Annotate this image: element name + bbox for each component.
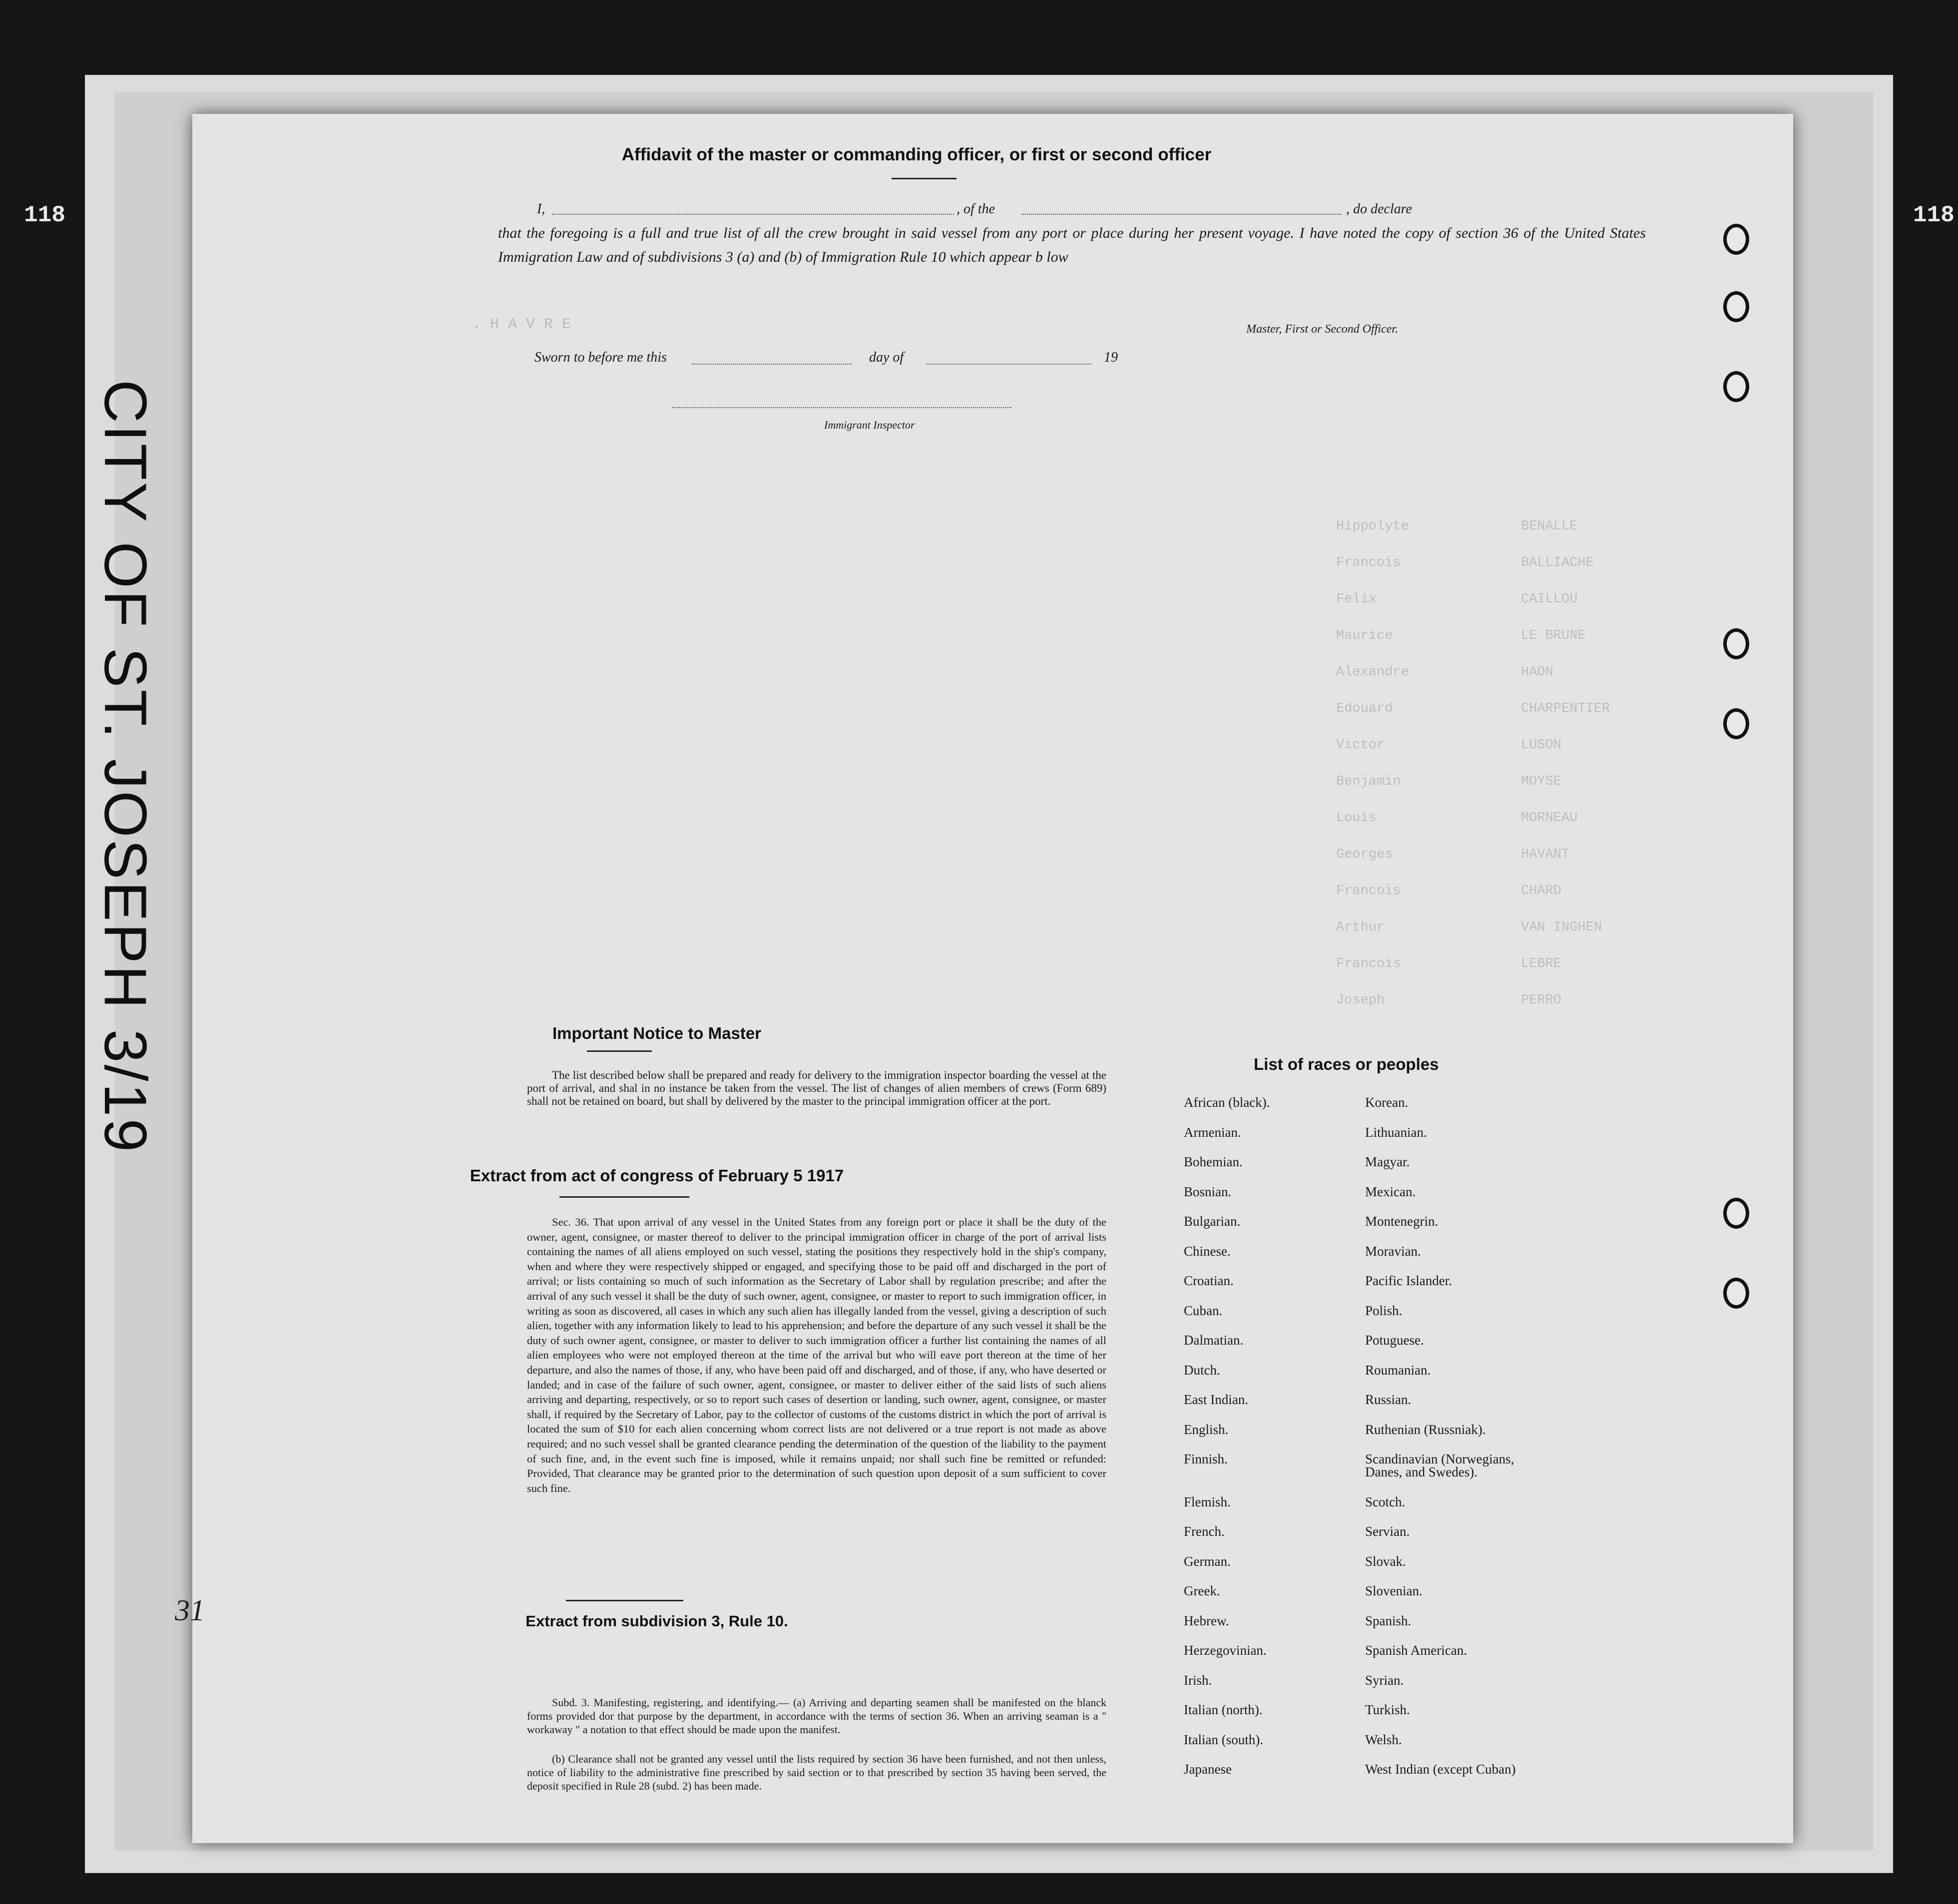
race-item — [1184, 1474, 1270, 1487]
race-item: French. — [1184, 1524, 1225, 1539]
divider — [587, 1050, 652, 1052]
race-item: Lithuanian. — [1365, 1124, 1427, 1140]
race-item: Roumanian. — [1365, 1362, 1431, 1378]
race-item: Spanish. — [1365, 1613, 1412, 1628]
year-label: 19 — [1104, 350, 1118, 365]
divider — [559, 1196, 689, 1198]
race-item: Syrian. — [1365, 1672, 1404, 1688]
vessel-line — [1021, 214, 1341, 215]
race-item: Slovak. — [1365, 1553, 1406, 1569]
punch-hole-icon — [1723, 708, 1749, 739]
bleed-given: Benjamin — [1336, 774, 1401, 789]
race-item: Welsh. — [1365, 1732, 1402, 1747]
bleed-surname: PERRO — [1521, 993, 1562, 1008]
notice-text: The list described below shall be prepared and ready for delivery to the immigration inspector boarding the vessel at the port of arrival, and shal in no instance be taken from the vessel. The list of changes of alien members of crews (Form 689) shall not be retained on board, but shall by delivered by the master to the principal immigration officer at the port. — [527, 1069, 1106, 1107]
race-item: Chinese. — [1184, 1243, 1231, 1259]
bleed-given: Francois — [1336, 956, 1401, 971]
race-item: African (black). — [1184, 1095, 1270, 1110]
race-item: Slovenian. — [1365, 1583, 1423, 1598]
inspector-line — [672, 407, 1011, 408]
bleed-surname: HAVANT — [1521, 847, 1570, 862]
bleed-given-names — [1336, 508, 1409, 1019]
bleed-surname: MORNEAU — [1521, 811, 1578, 826]
bleed-given: Louis — [1336, 811, 1377, 826]
punch-hole-icon — [1723, 628, 1749, 659]
sworn-month-line — [927, 364, 1091, 365]
bleed-surnames — [1521, 508, 1610, 1019]
race-item: Spanish American. — [1365, 1643, 1467, 1658]
bleed-surname: LEBRE — [1521, 956, 1562, 971]
bleed-given: Francois — [1336, 555, 1401, 570]
bleed-surname: LE BRUNE — [1521, 628, 1586, 643]
bleed-given: Joseph — [1336, 993, 1385, 1008]
race-item: Dalmatian. — [1184, 1333, 1244, 1348]
races-right-column — [1365, 1088, 1515, 1785]
race-item: Greek. — [1184, 1583, 1220, 1598]
race-item: Cuban. — [1184, 1303, 1223, 1318]
race-item: Korean. — [1365, 1095, 1409, 1110]
bleed-surname: CHARPENTIER — [1521, 701, 1610, 716]
sworn-day-line — [692, 364, 852, 365]
race-item: Croatian. — [1184, 1273, 1234, 1288]
race-item: Scandinavian (Norwegians, — [1365, 1451, 1514, 1466]
bleed-given: Francois — [1336, 884, 1401, 899]
bleed-surname: MOYSE — [1521, 774, 1562, 789]
sworn-label: Sworn to before me this — [534, 350, 667, 365]
bleed-given: Maurice — [1336, 628, 1393, 643]
rule-text-a: Subd. 3. Manifesting, registering, and identifying.— (a) Arriving and departing seamen shall be manifested on the blanck forms provided dor that purpose by the department, in accordance with the terms of section 36. When an arriving seaman is a " workaway " a notation to that effect should be made upon the manifest. — [527, 1696, 1106, 1736]
race-item: West Indian (except Cuban) — [1365, 1762, 1516, 1777]
race-item: Montenegrin. — [1365, 1214, 1439, 1229]
race-item: Dutch. — [1184, 1362, 1220, 1378]
bleed-surname: HAON — [1521, 665, 1553, 680]
page-number-left: 118 — [24, 202, 65, 228]
rule-text-b: (b) Clearance shall not be granted any vessel until the lists required by section 36 have been furnished, and not then unless, notice of liability to the administrative fine prescribed by said section or to that prescribed by section 35 having been served, the deposit specified in Rule 28 (subd. 2) has been made. — [527, 1753, 1106, 1792]
race-item: Italian (south). — [1184, 1732, 1263, 1747]
day-of-label: day of — [869, 350, 904, 365]
punch-hole-icon — [1723, 224, 1749, 255]
race-item: Finnish. — [1184, 1451, 1228, 1466]
bleed-given: Georges — [1336, 847, 1393, 862]
race-item: Herzegovinian. — [1184, 1643, 1267, 1658]
bleed-surname: CAILLOU — [1521, 592, 1578, 607]
race-item: Bulgarian. — [1184, 1214, 1241, 1229]
race-item: Polish. — [1365, 1303, 1403, 1318]
race-item: Japanese — [1184, 1762, 1232, 1777]
race-item: Hebrew. — [1184, 1613, 1229, 1628]
race-item: Danes, and Swedes). — [1365, 1464, 1477, 1479]
master-label: Master, First or Second Officer. — [1246, 323, 1398, 336]
notice-title: Important Notice to Master — [552, 1024, 762, 1042]
manifest-page — [192, 114, 1793, 1843]
race-item: Flemish. — [1184, 1494, 1231, 1509]
punch-hole-icon — [1723, 1198, 1749, 1229]
bleed-surname: CHARD — [1521, 884, 1562, 899]
races-left-column — [1184, 1088, 1270, 1785]
act-title: Extract from act of congress of February 5 1917 — [470, 1166, 844, 1185]
declare-label: , do declare — [1346, 201, 1412, 217]
race-item: German. — [1184, 1553, 1231, 1569]
race-item: Pacific Islander. — [1365, 1273, 1452, 1288]
bleed-port: . H A V R E — [472, 316, 571, 333]
race-item: East Indian. — [1184, 1392, 1248, 1407]
bleed-given: Felix — [1336, 592, 1377, 607]
race-item: Bohemian. — [1184, 1154, 1243, 1169]
bleed-given: Alexandre — [1336, 665, 1409, 680]
vessel-label: , of the — [957, 201, 995, 217]
punch-hole-icon — [1723, 291, 1749, 322]
race-item: Bosnian. — [1184, 1184, 1232, 1199]
bleed-surname: VAN INGHEN — [1521, 920, 1602, 935]
bleed-given: Hippolyte — [1336, 519, 1409, 534]
bleed-surname: LUSON — [1521, 738, 1562, 753]
race-item: Potuguese. — [1365, 1333, 1424, 1348]
bleed-given: Victor — [1336, 738, 1385, 753]
races-title: List of races or peoples — [1254, 1055, 1439, 1073]
race-item: Magyar. — [1365, 1154, 1410, 1169]
bleed-surname: BENALLE — [1521, 519, 1578, 534]
race-item: Ruthenian (Russniak). — [1365, 1422, 1486, 1437]
declarant-line — [552, 214, 954, 215]
rule-title: Extract from subdivision 3, Rule 10. — [525, 1612, 788, 1630]
race-item: Armenian. — [1184, 1124, 1241, 1140]
race-item: Irish. — [1184, 1672, 1212, 1688]
race-item: Italian (north). — [1184, 1702, 1263, 1717]
handwritten-vessel-name: CITY OF ST. JOSEPH 3/19 — [92, 380, 159, 1154]
race-item: Scotch. — [1365, 1494, 1406, 1509]
affidavit-title: Affidavit of the master or commanding officer, or first or second officer — [621, 145, 1212, 164]
race-item: Mexican. — [1365, 1184, 1416, 1199]
act-text: Sec. 36. That upon arrival of any vessel in the United States from any foreign port or place it shall be the duty of the owner, agent, consignee, or master thereof to deliver to the principal immigration officer in charge of the port of arrival lists containing the names of all aliens employed on such vessel, stating the positions they respectively hold in the ship's company, when and where they were respectively shipped or engaged, and specifying those to be paid off and discharged in the port of arrival; or lists containing so much of such information as the Secretary of Labor shall by regulation prescribe; and after the arrival of any such vessel it shall be the duty of such owner, agent, consignee, or master to report to such immigration officer, in writing as soon as discovered, all cases in which any such alien has illegally landed from the vessel, giving a description of such alien, together with any information likely to lead to his apprehension; and before the departure of any such vessel it shall be the duty of such owner agent, consignee, or master to deliver to such immigration officer a further list containing the names of all alien employees who were not employed thereon at the time of the arrival but who will eave port thereon at the time of her departure, and also the names of those, if any, who have been paid off and discharged, and of those, if any, who have deserted or landed; and in case of the failure of such owner, agent, consignee, or master to deliver either of the said lists of such aliens arriving and departing, respectively, or so to report such cases of desertion or landing, such owner, agent, consignee, or master shall, if required by the Secretary of Labor, pay to the collector of customs of the customs district in which the port of arrival is located the sum of $10 for each alien concerning whom correct lists are not delivered or a true report is not made as above required; and no such vessel shall be granted clearance pending the determination of the question of the liability to the payment of such fine, and, in the event such fine is imposed, while it remains unpaid; nor shall such fine be remitted or refunded: Provided, That clearance may be granted prior to the determination of such question upon deposit of a sum sufficient to cover such fine. — [527, 1216, 1106, 1494]
bleed-given: Edouard — [1336, 701, 1393, 716]
handwritten-number: 31 — [175, 1594, 205, 1627]
bleed-given: Arthur — [1336, 920, 1385, 935]
race-item: Servian. — [1365, 1524, 1410, 1539]
affidavit-body: that the foregoing is a full and true list of all the crew brought in said vessel from any port or place during her present voyage. I have noted the copy of section 36 of the United States Immigration Law and of subdivisions 3 (a) and (b) of Immigration Rule 10 which appear b low — [498, 225, 1646, 265]
race-item: Moravian. — [1365, 1243, 1421, 1259]
declarant-label: I, — [537, 201, 545, 217]
divider — [892, 178, 957, 179]
race-item: Russian. — [1365, 1392, 1412, 1407]
inspector-label: Immigrant Inspector — [824, 419, 915, 431]
divider — [566, 1600, 683, 1601]
punch-hole-icon — [1723, 371, 1749, 402]
page-number-right: 118 — [1913, 202, 1955, 228]
race-item: English. — [1184, 1422, 1229, 1437]
race-item: Turkish. — [1365, 1702, 1410, 1717]
bleed-surname: BALLIACHE — [1521, 555, 1594, 570]
punch-hole-icon — [1723, 1278, 1749, 1309]
